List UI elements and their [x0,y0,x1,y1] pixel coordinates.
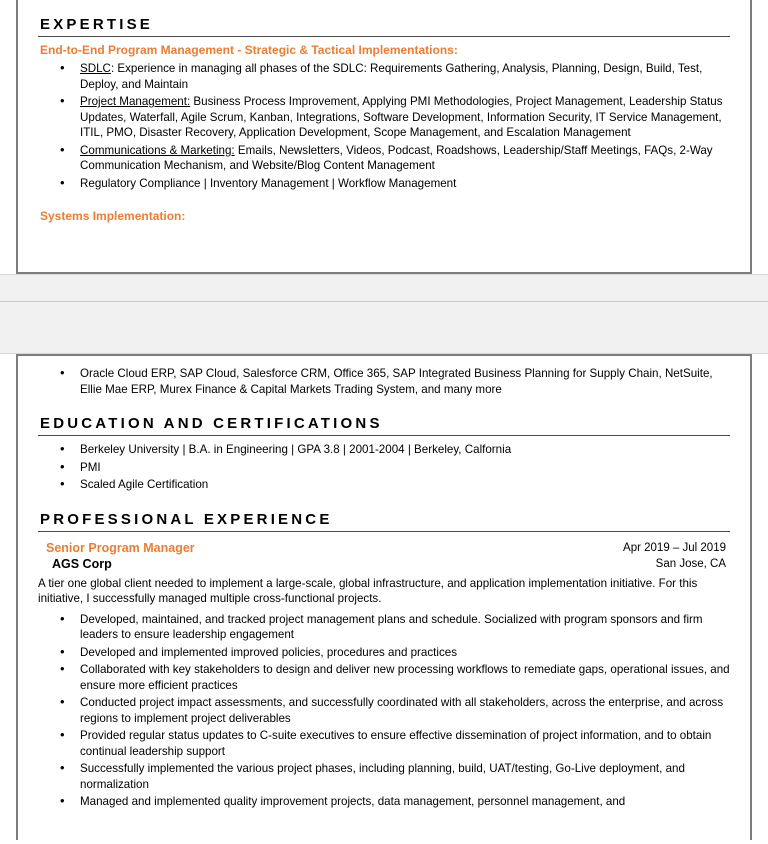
list-item [60,794,730,810]
section-title-education: EDUCATION AND CERTIFICATIONS [40,415,383,432]
job-title: Senior Program Manager [46,540,195,555]
bullet-text: Successfully implemented the various project phases, including planning, build, UAT/testing, Go-Live deployment, and normalization [80,762,685,791]
bullet-text: Provided regular status updates to C-suite executives to ensure effective dissemination of project information, and to obtain continual leadership support [80,729,712,758]
bullet-lead: SDLC [80,62,111,75]
list-item [60,477,730,493]
job-dates: Apr 2019 – Jul 2019 [623,541,726,554]
list-item [60,442,730,458]
bullet-text: Collaborated with key stakeholders to design and deliver new processing workflows to remediate gaps, operational issues, and ensure more efficient practices [80,663,730,692]
bullet-text: Oracle Cloud ERP, SAP Cloud, Salesforce CRM, Office 365, SAP Integrated Business Planning for Supply Chain, NetSuite, Ellie Mae ERP, Murex Finance & Capital Markets Trading System, and many more [80,367,713,396]
bullet-text: Developed and implemented improved policies, procedures and practices [80,645,458,659]
bullet-text: Regulatory Compliance | Inventory Management | Workflow Management [80,176,457,190]
resume-page-fragment-bottom [16,354,752,840]
bullet-text: Developed, maintained, and tracked project management plans and schedule. Socialized with program sponsors and firm leaders to ensure leadership engagement [80,612,703,641]
subhead-systems-implementation: Systems Implementation: [40,209,186,223]
section-rule [38,531,730,532]
page-break-gap [0,274,768,354]
list-item [60,460,730,476]
list-item [60,143,730,174]
list-item [60,761,730,792]
page-break-line [0,301,768,302]
bullet-text: Business Process Improvement, Applying PMI Methodologies, Project Management, Leadership Status Updates, Waterfall, Agile Scrum, Kanban, Integrations, Software Development, Information Security, IT Service Management, ITIL, PMO, Disaster Recovery, Application Development, Scope Management, and Escalation Management [80,95,723,139]
bullet-text: Conducted project impact assessments, and successfully coordinated with all stakeholders, across the enterprise, and across regions to implement project deliverables [80,696,724,725]
job-summary: A tier one global client needed to implement a large-scale, global infrastructure, and application implementation initiative. For this initiative, I successfully managed multiple cross-functional projects. [38,576,698,605]
bullet-text: Emails, Newsletters, Videos, Podcast, Roadshows, Leadership/Staff Meetings, FAQs, 2-Way Communication Mechanism, and Website/Blog Content Management [80,143,713,172]
bullet-text: Scaled Agile Certification [80,478,209,491]
list-item [60,645,730,661]
experience-entry-header [38,540,730,572]
section-rule [38,435,730,436]
bullet-text: Managed and implemented quality improvement projects, data management, personnel management, and [80,795,626,808]
list-item [60,695,730,726]
job-location: San Jose, CA [655,557,726,570]
resume-page-fragment-top [16,0,752,274]
list-item [60,61,730,92]
list-item [60,612,730,643]
section-title-professional-experience: PROFESSIONAL EXPERIENCE [40,510,333,528]
bullet-text: : Experience in managing all phases of the SDLC: Requirements Gathering, Analysis, Planning, Design, Build, Test, Deploy, and Maintain [80,62,703,91]
section-title-expertise: EXPERTISE [40,16,153,33]
list-item [60,662,730,693]
education-bullet-list [38,442,730,493]
list-item [60,728,730,759]
list-item [60,366,730,397]
section-rule [38,36,730,37]
experience-bullet-list [38,612,730,810]
expertise-bullet-list [38,61,730,191]
experience-entry-right [623,540,730,572]
subhead-program-management: End-to-End Program Management - Strategic & Tactical Implementations: [40,43,458,57]
systems-bullet-list [38,366,730,397]
company-name: AGS Corp [52,556,112,571]
bullet-lead: Project Management: [80,95,191,108]
bullet-text: PMI [80,460,101,474]
experience-entry-left [38,540,195,572]
bullet-text: Berkeley University | B.A. in Engineering | GPA 3.8 | 2001-2004 | Berkeley, Calfornia [80,443,512,456]
list-item [60,176,730,192]
bullet-lead: Communications & Marketing: [80,143,235,157]
list-item [60,94,730,141]
